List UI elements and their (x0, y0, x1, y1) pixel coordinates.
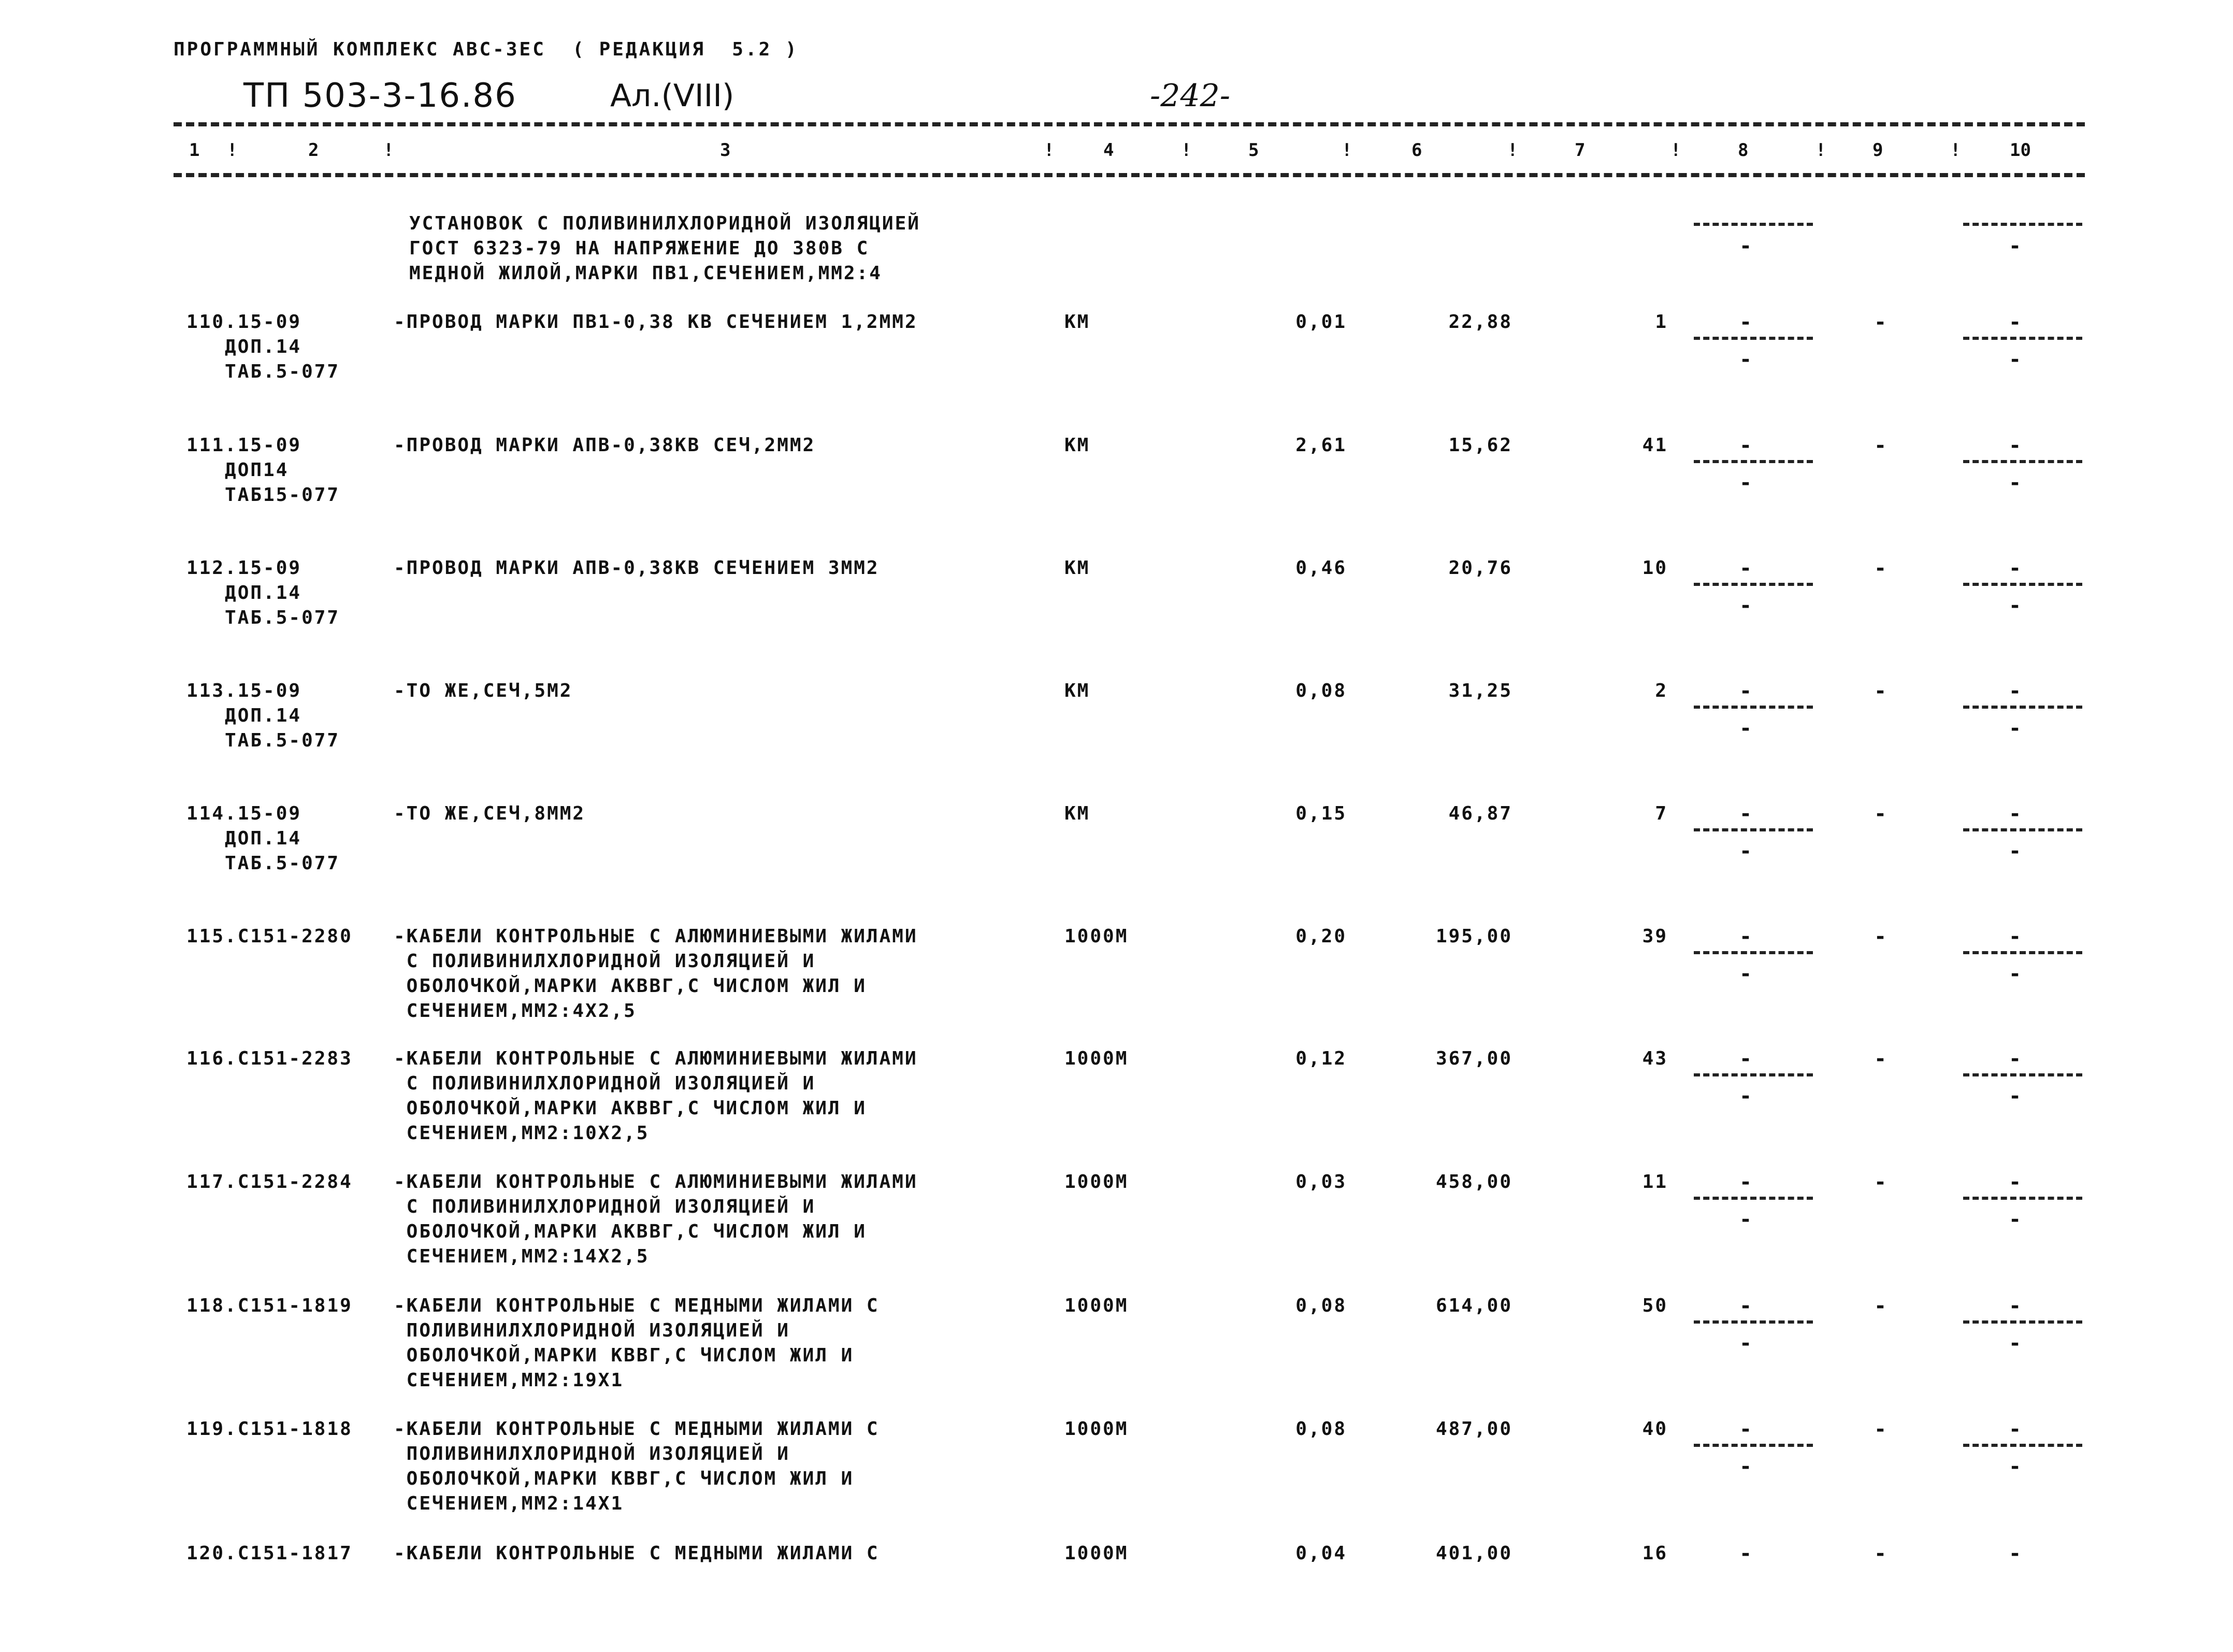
row-col10-mark-lower: - (2009, 962, 2022, 986)
row-name: -КАБЕЛИ КОНТРОЛЬНЫЕ С АЛЮМИНИЕВЫМИ ЖИЛАМИ С ПОЛИВИНИЛХЛОРИДНОЙ ИЗОЛЯЦИЕЙ И ОБОЛОЧКОЙ,МАРКИ АКВВГ,С ЧИСЛОМ ЖИЛ И СЕЧЕНИЕМ,ММ2:10Х2,5 (394, 1048, 918, 1144)
column-number: 10 (2010, 140, 2031, 161)
row-price: 401,00 (1435, 1543, 1512, 1564)
row-qty: 0,12 (1295, 1048, 1347, 1069)
row-col8-mark-lower: - (1739, 716, 1752, 740)
album-label: Ал.(VIII) (610, 78, 734, 114)
row-qty: 0,01 (1295, 311, 1347, 333)
row-price: 22,88 (1448, 311, 1512, 333)
row-col10-rule (1963, 460, 2082, 463)
row-col8-mark-lower: - (1739, 1084, 1752, 1108)
row-qty: 0,15 (1295, 803, 1347, 824)
row-price: 614,00 (1435, 1295, 1512, 1316)
row-col8-rule (1694, 1197, 1813, 1200)
column-number: 9 (1872, 140, 1883, 161)
row-col8-mark-lower: - (1739, 962, 1752, 986)
column-number: 2 (308, 140, 319, 161)
row-col10-mark: - (2009, 1417, 2022, 1441)
row-col10-rule (1963, 706, 2082, 709)
column-number: 5 (1248, 140, 1259, 161)
row-price: 46,87 (1448, 803, 1512, 824)
row-name: -ПРОВОД МАРКИ АПВ-0,38КВ СЕЧЕНИЕМ 3ММ2 (394, 557, 880, 579)
column-number: 7 (1575, 140, 1586, 161)
column-separator: ! (1816, 140, 1826, 161)
row-col10-rule (1963, 1073, 2082, 1076)
row-col10-mark: - (2009, 679, 2022, 703)
row-col9-mark: - (1874, 802, 1887, 826)
header-rule-bottom (174, 173, 2085, 177)
row-price: 195,00 (1435, 926, 1512, 947)
row-qty: 0,08 (1295, 680, 1347, 701)
column-separator: ! (1670, 140, 1681, 161)
column-number: 3 (720, 140, 731, 161)
row-unit: КМ (1064, 557, 1090, 579)
row-col10-mark: - (2009, 310, 2022, 334)
row-code: 113.15-09 ДОП.14 ТАБ.5-077 (186, 680, 340, 751)
row-col10-mark: - (2009, 556, 2022, 580)
row-col8-mark-lower: - (1739, 1331, 1752, 1355)
row-col10-mark: - (2009, 1294, 2022, 1318)
row-total: 1 (1655, 311, 1668, 333)
row-name: -ТО ЖЕ,СЕЧ,8ММ2 (394, 803, 586, 824)
row-unit: КМ (1064, 435, 1090, 456)
row-col8-rule (1694, 1320, 1813, 1324)
row-qty: 0,46 (1295, 557, 1347, 579)
row-price: 487,00 (1435, 1418, 1512, 1440)
row-unit: 1000М (1064, 1048, 1129, 1069)
row-code: 114.15-09 ДОП.14 ТАБ.5-077 (186, 803, 340, 874)
row-col9-mark: - (1874, 925, 1887, 949)
column-number: 6 (1411, 140, 1422, 161)
row-col8-mark-lower: - (1739, 471, 1752, 495)
row-price: 31,25 (1448, 680, 1512, 701)
row-code: 112.15-09 ДОП.14 ТАБ.5-077 (186, 557, 340, 628)
column-number: 8 (1738, 140, 1749, 161)
row-col10-mark-lower: - (2009, 471, 2022, 495)
row-col10-mark: - (2009, 1542, 2022, 1565)
column-separator: ! (1507, 140, 1518, 161)
row-qty: 0,08 (1295, 1295, 1347, 1316)
row-price: 15,62 (1448, 435, 1512, 456)
row-name: -КАБЕЛИ КОНТРОЛЬНЫЕ С АЛЮМИНИЕВЫМИ ЖИЛАМИ С ПОЛИВИНИЛХЛОРИДНОЙ ИЗОЛЯЦИЕЙ И ОБОЛОЧКОЙ,МАРКИ АКВВГ,С ЧИСЛОМ ЖИЛ И СЕЧЕНИЕМ,ММ2:4Х2,5 (394, 926, 918, 1022)
column-separator: ! (1950, 140, 1961, 161)
row-col8-rule (1694, 1444, 1813, 1447)
row-col10-mark-lower: - (2009, 1331, 2022, 1355)
row-col10-rule (1963, 583, 2082, 586)
row-total: 7 (1655, 803, 1668, 824)
row-col8-mark-lower: - (1739, 1455, 1752, 1478)
row-col9-mark: - (1874, 1170, 1887, 1194)
row-col8-rule (1694, 706, 1813, 709)
row-code: 119.С151-1818 (186, 1418, 353, 1440)
row-code: 116.С151-2283 (186, 1048, 353, 1069)
row-code: 111.15-09 ДОП14 ТАБ15-077 (186, 435, 340, 506)
column-separator: ! (1181, 140, 1192, 161)
row-col9-mark: - (1874, 1417, 1887, 1441)
row-col8-mark-lower: - (1739, 594, 1752, 617)
row-col10-mark-lower: - (2009, 839, 2022, 863)
row-name: -ТО ЖЕ,СЕЧ,5М2 (394, 680, 573, 701)
row-col8-rule (1694, 951, 1813, 954)
row-col10-mark-lower: - (2009, 716, 2022, 740)
row-unit: КМ (1064, 680, 1090, 701)
row-code: 115.С151-2280 (186, 926, 353, 947)
row-col10-mark-lower: - (2009, 348, 2022, 371)
row-total: 10 (1642, 557, 1668, 579)
row-name: -КАБЕЛИ КОНТРОЛЬНЫЕ С МЕДНЫМИ ЖИЛАМИ С (394, 1543, 880, 1564)
column-separator: ! (1342, 140, 1352, 161)
row-col8-mark-lower: - (1739, 1208, 1752, 1231)
row-col10-rule (1963, 337, 2082, 340)
document-number: ТП 503-3-16.86 (243, 77, 517, 115)
row-name: -ПРОВОД МАРКИ АПВ-0,38КВ СЕЧ,2ММ2 (394, 435, 816, 456)
row-name: -КАБЕЛИ КОНТРОЛЬНЫЕ С МЕДНЫМИ ЖИЛАМИ С ПОЛИВИНИЛХЛОРИДНОЙ ИЗОЛЯЦИЕЙ И ОБОЛОЧКОЙ,МАРКИ КВВГ,С ЧИСЛОМ ЖИЛ И СЕЧЕНИЕМ,ММ2:19Х1 (394, 1295, 880, 1391)
row-total: 50 (1642, 1295, 1668, 1316)
row-qty: 2,61 (1295, 435, 1347, 456)
row-col9-mark: - (1874, 679, 1887, 703)
row-col8-mark: - (1739, 1417, 1752, 1441)
row-col10-mark-lower: - (2009, 1084, 2022, 1108)
row-unit: КМ (1064, 311, 1090, 333)
row-col10-rule (1963, 951, 2082, 954)
row-col8-mark: - (1739, 556, 1752, 580)
row-name: -КАБЕЛИ КОНТРОЛЬНЫЕ С АЛЮМИНИЕВЫМИ ЖИЛАМИ С ПОЛИВИНИЛХЛОРИДНОЙ ИЗОЛЯЦИЕЙ И ОБОЛОЧКОЙ,МАРКИ АКВВГ,С ЧИСЛОМ ЖИЛ И СЕЧЕНИЕМ,ММ2:14Х2,5 (394, 1171, 918, 1267)
row-col8-mark: - (1739, 1170, 1752, 1194)
row-col10-mark: - (2009, 925, 2022, 949)
row-col9-mark: - (1874, 310, 1887, 334)
row-price: 458,00 (1435, 1171, 1512, 1193)
row-col8-mark-lower: - (1739, 348, 1752, 371)
row-total: 11 (1642, 1171, 1668, 1193)
row-col8-mark: - (1739, 1542, 1752, 1565)
row-unit: 1000М (1064, 1171, 1129, 1193)
row-code: 120.С151-1817 (186, 1543, 353, 1564)
row-total: 16 (1642, 1543, 1668, 1564)
column-10-rule (1963, 223, 2082, 226)
row-price: 367,00 (1435, 1048, 1512, 1069)
row-col8-rule (1694, 460, 1813, 463)
row-unit: 1000М (1064, 926, 1129, 947)
row-qty: 0,08 (1295, 1418, 1347, 1440)
row-col8-mark-lower: - (1739, 839, 1752, 863)
row-col8-rule (1694, 337, 1813, 340)
row-col9-mark: - (1874, 1294, 1887, 1318)
row-name: -КАБЕЛИ КОНТРОЛЬНЫЕ С МЕДНЫМИ ЖИЛАМИ С ПОЛИВИНИЛХЛОРИДНОЙ ИЗОЛЯЦИЕЙ И ОБОЛОЧКОЙ,МАРКИ КВВГ,С ЧИСЛОМ ЖИЛ И СЕЧЕНИЕМ,ММ2:14Х1 (394, 1418, 880, 1514)
column-number: 4 (1103, 140, 1114, 161)
row-col10-mark: - (2009, 434, 2022, 457)
row-col8-rule (1694, 828, 1813, 831)
row-col8-mark: - (1739, 925, 1752, 949)
row-total: 40 (1642, 1418, 1668, 1440)
row-total: 43 (1642, 1048, 1668, 1069)
row-qty: 0,20 (1295, 926, 1347, 947)
header-rule-top (174, 122, 2085, 126)
row-code: 110.15-09 ДОП.14 ТАБ.5-077 (186, 311, 340, 382)
row-col10-rule (1963, 1444, 2082, 1447)
row-col9-mark: - (1874, 1542, 1887, 1565)
row-col9-mark: - (1874, 434, 1887, 457)
row-code: 117.С151-2284 (186, 1171, 353, 1193)
row-col8-mark: - (1739, 1294, 1752, 1318)
row-col9-mark: - (1874, 556, 1887, 580)
row-col9-mark: - (1874, 1047, 1887, 1071)
row-unit: 1000М (1064, 1418, 1129, 1440)
row-col10-mark: - (2009, 1170, 2022, 1194)
row-unit: КМ (1064, 803, 1090, 824)
row-unit: 1000М (1064, 1295, 1129, 1316)
row-qty: 0,04 (1295, 1543, 1347, 1564)
page-number: -242- (1150, 78, 1231, 114)
row-col10-rule (1963, 828, 2082, 831)
row-name: -ПРОВОД МАРКИ ПВ1-0,38 КВ СЕЧЕНИЕМ 1,2ММ2 (394, 311, 918, 333)
row-total: 39 (1642, 926, 1668, 947)
column-8-mark: - (1739, 234, 1752, 258)
row-col8-rule (1694, 1073, 1813, 1076)
column-10-mark: - (2009, 234, 2022, 258)
row-total: 2 (1655, 680, 1668, 701)
column-separator: ! (227, 140, 238, 161)
column-separator: ! (1044, 140, 1055, 161)
row-col10-mark: - (2009, 802, 2022, 826)
row-col10-rule (1963, 1320, 2082, 1324)
row-qty: 0,03 (1295, 1171, 1347, 1193)
row-total: 41 (1642, 435, 1668, 456)
column-separator: ! (383, 140, 394, 161)
column-number: 1 (189, 140, 200, 161)
row-code: 118.С151-1819 (186, 1295, 353, 1316)
row-col8-mark: - (1739, 434, 1752, 457)
row-col10-mark-lower: - (2009, 1208, 2022, 1231)
row-unit: 1000М (1064, 1543, 1129, 1564)
row-col8-mark: - (1739, 679, 1752, 703)
row-col8-rule (1694, 583, 1813, 586)
row-col10-mark: - (2009, 1047, 2022, 1071)
row-price: 20,76 (1448, 557, 1512, 579)
column-8-rule (1694, 223, 1813, 226)
row-col8-mark: - (1739, 802, 1752, 826)
row-col8-mark: - (1739, 310, 1752, 334)
program-title: ПРОГРАММНЫЙ КОМПЛЕКС АВС-ЗЕС ( РЕДАКЦИЯ 5.2 ) (174, 39, 799, 60)
row-col10-rule (1963, 1197, 2082, 1200)
continuation-text: УСТАНОВОК С ПОЛИВИНИЛХЛОРИДНОЙ ИЗОЛЯЦИЕЙ ГОСТ 6323-79 НА НАПРЯЖЕНИЕ ДО 380В С МЕДНОЙ ЖИЛОЙ,МАРКИ ПВ1,СЕЧЕНИЕМ,ММ2:4 (409, 213, 920, 284)
row-col10-mark-lower: - (2009, 594, 2022, 617)
row-col8-mark: - (1739, 1047, 1752, 1071)
row-col10-mark-lower: - (2009, 1455, 2022, 1478)
